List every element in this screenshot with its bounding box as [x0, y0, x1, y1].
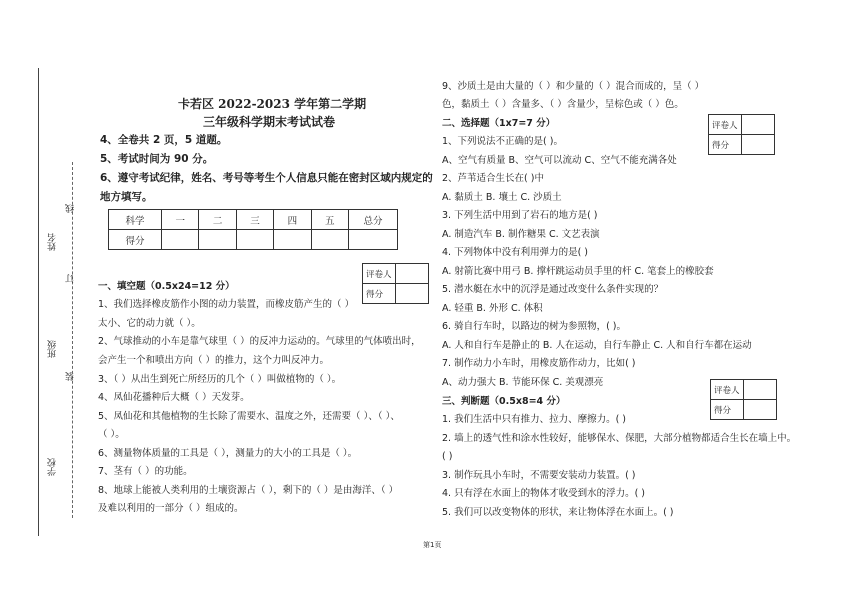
section2-line: 2、芦苇适合生长在( )中 [442, 173, 544, 184]
section1-line: 3、（ ）从出生到死亡所经历的几个（ ）叫做植物的（ ）。 [98, 374, 342, 385]
section3-line: 1. 我们生活中只有推力、拉力、摩擦力。( ) [442, 414, 627, 425]
grader-score-label: 得分 [709, 135, 742, 155]
grader-score-label: 得分 [711, 400, 744, 420]
score-header-2: 二 [199, 210, 236, 230]
section1-line: 5、凤仙花和其他植物的生长除了需要水、温度之外，还需要（ ）、（ ）、 [98, 411, 400, 422]
grader-label: 评卷人 [711, 380, 744, 400]
grader-box-3 [710, 379, 777, 420]
section1-line: （ ）。 [98, 429, 125, 440]
section2-line: 4. 下列物体中没有利用弹力的是( ) [442, 247, 589, 258]
score-header-5: 五 [311, 210, 348, 230]
section2-line: A. 制造汽车 B. 制作糖果 C. 文艺表演 [442, 229, 600, 240]
grader-label: 评卷人 [709, 115, 742, 135]
score-cell[interactable] [349, 230, 398, 250]
seal-line [72, 162, 73, 518]
school-label: 学校 [48, 458, 58, 476]
grader-score-cell[interactable] [395, 284, 428, 304]
grader-cell[interactable] [741, 115, 774, 135]
grader-cell[interactable] [743, 380, 776, 400]
section2-title: 二、选择题（1x7=7 分） [442, 118, 556, 129]
score-cell[interactable] [274, 230, 311, 250]
section1-title: 一、填空题（0.5x24=12 分） [98, 281, 235, 292]
section1-line: 会产生一个和喷出方向（ ）的推力，这个力叫反冲力。 [98, 355, 330, 366]
seal-label-ding: 订 [66, 274, 76, 283]
section2-line: A. 人和自行车是静止的 B. 人在运动，自行车静止 C. 人和自行车都在运动 [442, 340, 752, 351]
grader-box-2 [708, 114, 775, 155]
section3-line: 4. 只有浮在水面上的物体才收受到水的浮力。( ) [442, 488, 646, 499]
grader-score-label: 得分 [363, 284, 396, 304]
seal-label-xian: 线 [66, 204, 76, 213]
section2-line: 3. 下列生活中用到了岩石的地方是( ) [442, 210, 598, 221]
section1-line: 6、测量物体质量的工具是（ ），测量力的大小的工具是（ ）。 [98, 448, 358, 459]
section2-line: 5. 潜水艇在水中的沉浮是通过改变什么条件实现的？ [442, 284, 664, 295]
class-label: 班级 [48, 340, 58, 358]
section2-line: 6. 骑自行车时，以路边的树为参照物，( )。 [442, 321, 627, 332]
instruction-5: 5、考试时间为 90 分。 [100, 153, 214, 165]
exam-title-line1: 卡若区 2022-2023 学年第二学期 [178, 97, 367, 111]
score-header-total: 总分 [349, 210, 398, 230]
exam-title-line2: 三年级科学期末考试试卷 [203, 115, 336, 129]
score-table [108, 209, 398, 250]
score-header-subject: 科学 [109, 210, 162, 230]
grader-label: 评卷人 [363, 264, 396, 284]
score-cell[interactable] [162, 230, 199, 250]
section3-title: 三、判断题（0.5x8=4 分） [442, 396, 566, 407]
seal-label-zhuang: 装 [66, 372, 76, 381]
section1-line: 7、茎有（ ）的功能。 [98, 466, 193, 477]
score-header-4: 四 [274, 210, 311, 230]
section2-line: A、空气有质量 B、空气可以流动 C、空气不能充满各处 [442, 155, 677, 166]
page-number: 第1页 [423, 541, 442, 549]
section1-line: 太小、它的动力就（ ）。 [98, 318, 201, 329]
section1-line: 2、气球推动的小车是靠气球里（ ）的反冲力运动的。气球里的气体喷出时， [98, 336, 421, 347]
score-header-3: 三 [236, 210, 273, 230]
score-cell[interactable] [236, 230, 273, 250]
section3-line: 5. 我们可以改变物体的形状，来让物体浮在水面上。( ) [442, 507, 674, 518]
section3-line: 3. 制作玩具小车时，不需要安装动力装置。( ) [442, 470, 636, 481]
section2-line: A、动力强大 B. 节能环保 C. 美观漂亮 [442, 377, 604, 388]
section1-line: 及难以利用的一部分（ ）组成的。 [98, 503, 244, 514]
fill-q9-line1: 9、沙质土是由大量的（ ）和少量的（ ）混合而成的，呈（ ） [442, 81, 705, 92]
fill-q9-line2: 色，黏质土（ ）含量多、（ ）含量少，呈棕色或（ ）色。 [442, 99, 684, 110]
section1-line: 8、地球上能被人类利用的土壤资源占（ ），剩下的（ ）是由海洋、（ ） [98, 485, 399, 496]
section3-line: ( ) [442, 451, 453, 462]
section2-line: A. 轻重 B. 外形 C. 体积 [442, 303, 543, 314]
section1-line: 4、凤仙花播种后大概（ ）天发芽。 [98, 392, 250, 403]
grader-score-cell[interactable] [743, 400, 776, 420]
score-cell[interactable] [311, 230, 348, 250]
grader-cell[interactable] [395, 264, 428, 284]
section2-line: 7. 制作动力小车时，用橡皮筋作动力，比如( ) [442, 358, 636, 369]
name-label: 姓名 [48, 233, 58, 251]
grader-score-cell[interactable] [741, 135, 774, 155]
instruction-6-cont: 地方填写。 [100, 191, 153, 203]
section2-line: A. 黏质土 B. 壤土 C. 沙质土 [442, 192, 562, 203]
score-row-label: 得分 [109, 230, 162, 250]
section2-line: 1、下列说法不正确的是( )。 [442, 136, 563, 147]
binding-line [38, 68, 39, 536]
score-cell[interactable] [199, 230, 236, 250]
score-header-1: 一 [162, 210, 199, 230]
instruction-4: 4、全卷共 2 页，5 道题。 [100, 134, 228, 146]
section2-line: A. 射箭比赛中用弓 B. 撑杆跳运动员手里的杆 C. 笔套上的橡胶套 [442, 266, 714, 277]
instruction-6: 6、遵守考试纪律，姓名、考号等考生个人信息只能在密封区域内规定的 [100, 172, 433, 184]
section3-line: 2. 墙上的透气性和涂水性较好，能够保水、保肥，大部分植物都适合生长在墙上中。 [442, 433, 797, 444]
grader-box-1 [362, 263, 429, 304]
section1-line: 1、我们选择橡皮筋作小图的动力装置，而橡皮筋产生的（ ） [98, 299, 355, 310]
